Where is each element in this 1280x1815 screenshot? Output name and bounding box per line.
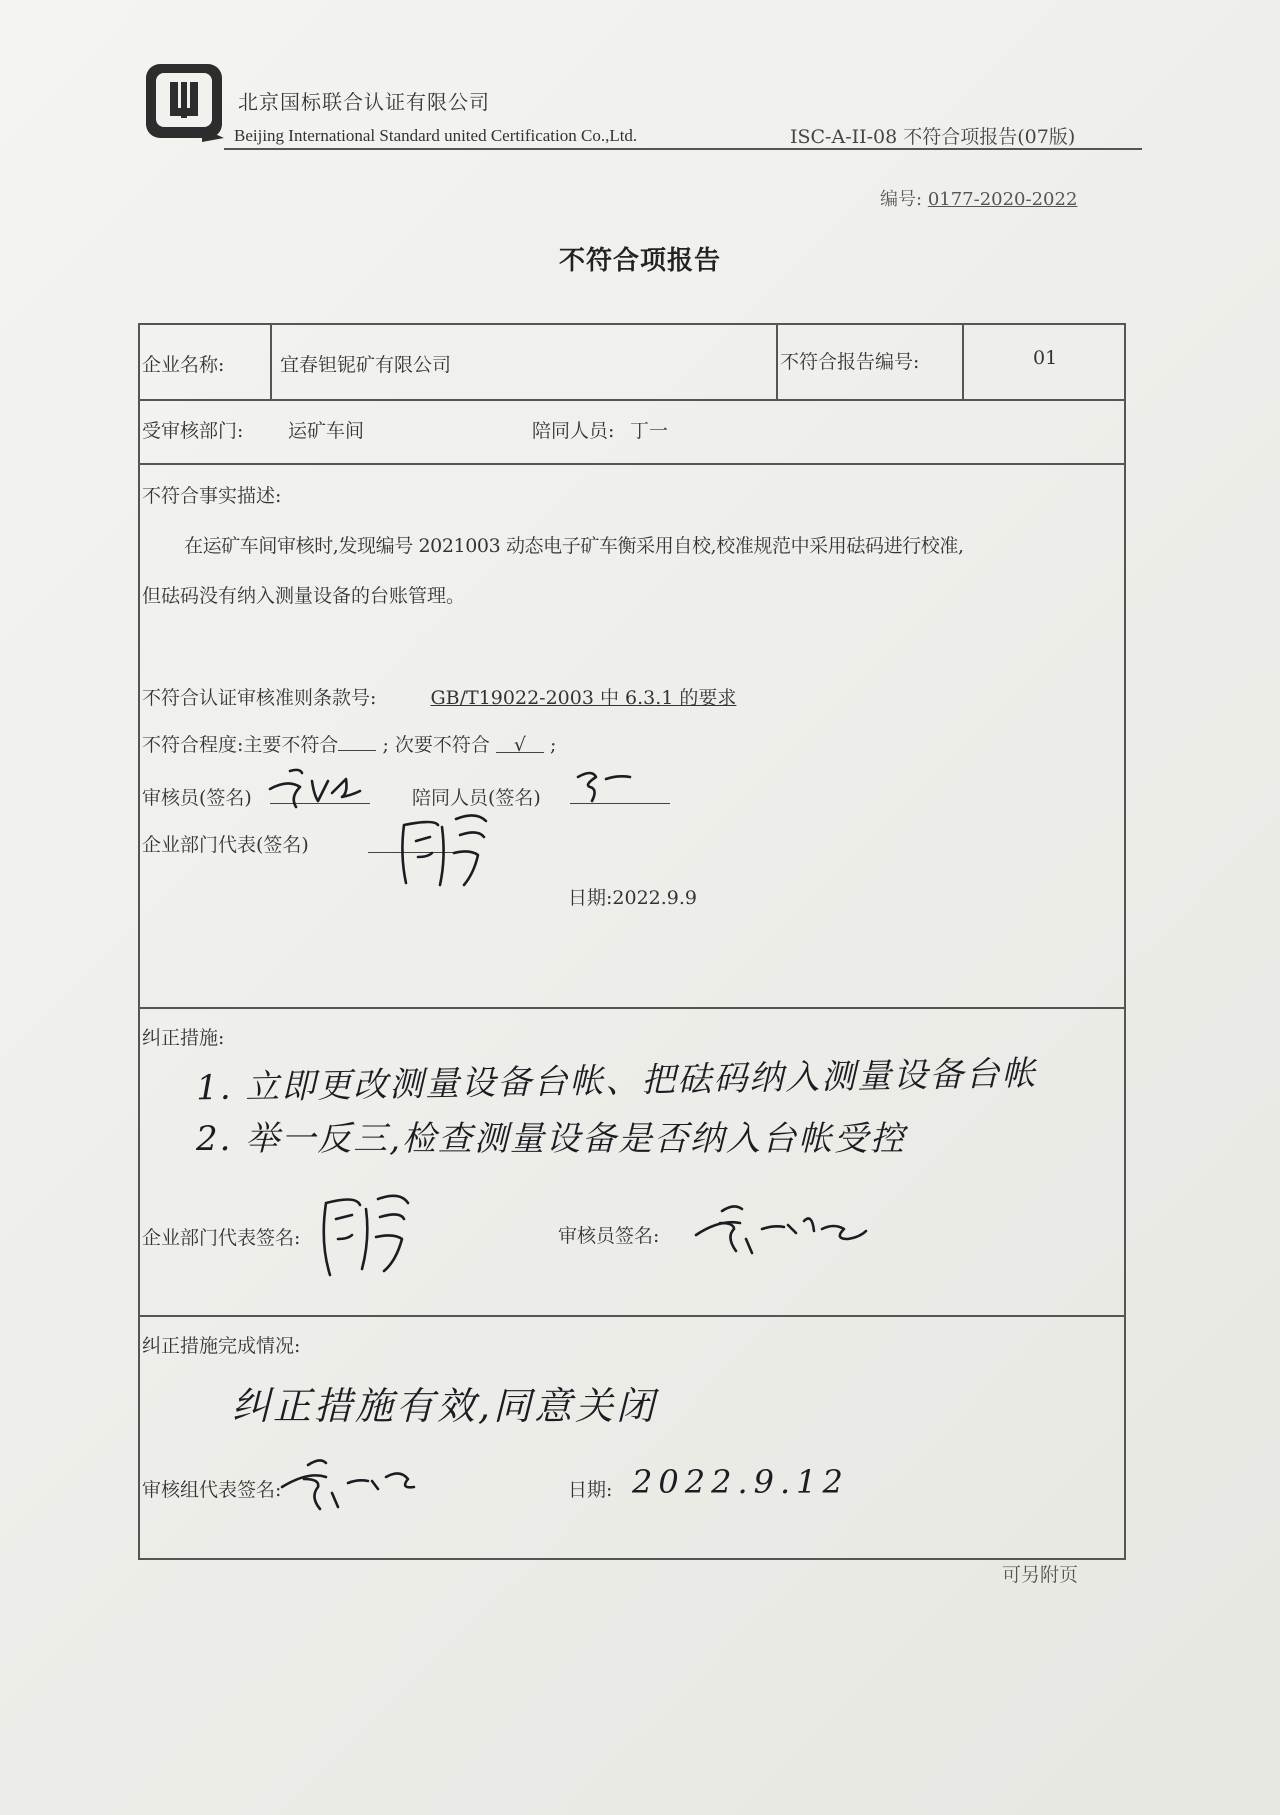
serial-value: 0177-2020-2022 bbox=[927, 189, 1078, 210]
severity-row: 不符合程度:主要不符合 ; 次要不符合 √ ; bbox=[142, 734, 557, 756]
escort-value: 丁一 bbox=[630, 420, 669, 442]
correction-label: 纠正措施: bbox=[142, 1027, 225, 1049]
clause-label: 不符合认证审核准则条款号: bbox=[142, 687, 377, 709]
report-no: 01 bbox=[1033, 347, 1058, 369]
major-label: 主要不符合 bbox=[243, 734, 339, 756]
correction-auditor-signature bbox=[692, 1191, 882, 1261]
date-row-1 bbox=[568, 883, 697, 910]
letterhead bbox=[142, 60, 1142, 155]
completion-date: 2022.9.12 bbox=[632, 1463, 849, 1501]
date-label: 日期: bbox=[568, 887, 613, 909]
serial-number bbox=[880, 185, 1077, 211]
date-value: 2022.9.9 bbox=[612, 887, 698, 909]
report-form bbox=[138, 323, 1126, 1560]
correction-line2: 2. 举一反三,检查测量设备是否纳入台帐受控 bbox=[196, 1119, 907, 1159]
form-code: ISC-A-II-08 不符合项报告(07版) bbox=[790, 126, 1076, 148]
enterprise-name: 宜春钽铌矿有限公司 bbox=[280, 354, 452, 376]
clause-row bbox=[142, 683, 748, 710]
correction-line1: 1. 立即更改测量设备台帐、把砝码纳入测量设备台帐 bbox=[195, 1053, 1038, 1109]
minor-label: 次要不符合 bbox=[394, 734, 490, 756]
rep-signature bbox=[390, 805, 500, 891]
completion-date-label: 日期: bbox=[568, 1479, 613, 1501]
correction-rep-signature bbox=[310, 1185, 420, 1285]
company-name-cn: 北京国标联合认证有限公司 bbox=[238, 90, 490, 114]
company-name-en: Beijing International Standard united Certification Co.,Ltd. bbox=[234, 126, 638, 145]
escort-label: 陪同人员: bbox=[532, 420, 615, 442]
enterprise-label: 企业名称: bbox=[142, 354, 225, 376]
clause-value: GB/T19022-2003 中 6.3.1 的要求 bbox=[430, 687, 737, 709]
completion-text: 纠正措施有效,同意关闭 bbox=[232, 1384, 658, 1428]
letterhead-rule bbox=[224, 148, 1142, 150]
minor-mark: √ bbox=[496, 734, 544, 753]
serial-label: 编号: bbox=[880, 189, 923, 210]
appendix-note: 可另附页 bbox=[1002, 1564, 1079, 1586]
nonconformity-desc-line2: 但砝码没有纳入测量设备的台账管理。 bbox=[142, 585, 466, 607]
correction-rep-sig-label: 企业部门代表签名: bbox=[142, 1227, 301, 1249]
group-signature bbox=[280, 1447, 440, 1517]
rep-sig-label: 企业部门代表(签名) bbox=[142, 834, 309, 856]
department-label: 受审核部门: bbox=[142, 420, 244, 442]
correction-auditor-sig-label: 审核员签名: bbox=[558, 1225, 660, 1247]
report-no-label: 不符合报告编号: bbox=[780, 351, 920, 373]
auditor-signature bbox=[260, 763, 380, 813]
page-title: 不符合项报告 bbox=[558, 246, 721, 276]
auditor-sig-label: 审核员(签名) bbox=[142, 787, 252, 809]
escort-sig-label: 陪同人员(签名) bbox=[412, 787, 541, 809]
major-blank bbox=[338, 732, 376, 751]
isc-logo-icon bbox=[142, 60, 230, 146]
severity-label: 不符合程度: bbox=[142, 734, 244, 756]
completion-label: 纠正措施完成情况: bbox=[142, 1335, 301, 1357]
group-sig-label: 审核组代表签名: bbox=[142, 1479, 282, 1501]
nonconformity-desc-line1: 在运矿车间审核时,发现编号 2021003 动态电子矿车衡采用自校,校准规范中采用砝码进行校准, bbox=[184, 535, 964, 557]
escort-signature bbox=[572, 765, 652, 805]
department-value: 运矿车间 bbox=[288, 420, 365, 442]
nonconformity-label: 不符合事实描述: bbox=[142, 485, 282, 507]
